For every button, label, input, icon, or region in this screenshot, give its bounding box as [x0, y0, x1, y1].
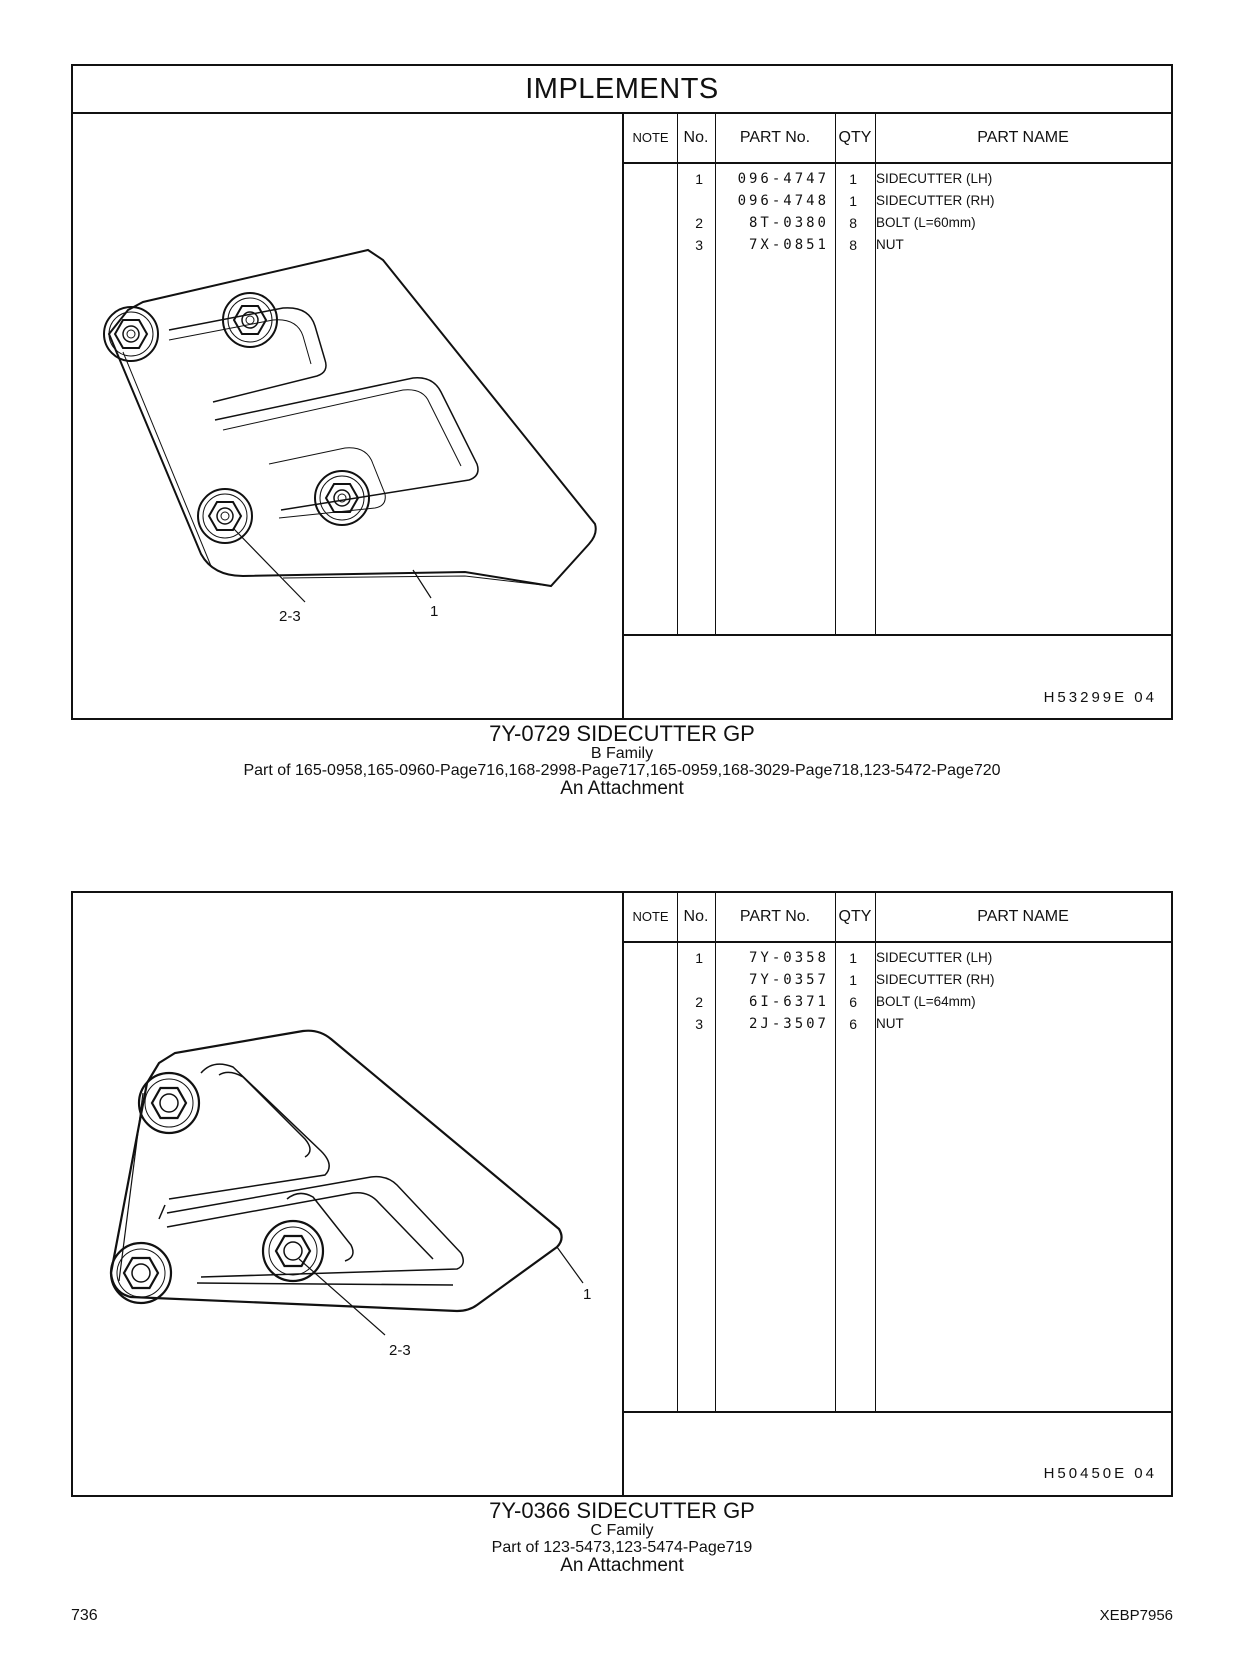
table-row — [624, 947, 1171, 969]
sidecutter-drawing-2 — [73, 893, 622, 1495]
group-title: 7Y-0366 SIDECUTTER GP — [489, 1498, 755, 1523]
row-qty: 8 — [849, 237, 857, 253]
group-part-of: Part of 165-0958,165-0960-Page716,168-2998-Page717,165-0959,168-3029-Page718,123-5472-Page720 — [243, 762, 1001, 779]
parts-panel-2 — [71, 891, 1173, 1497]
row-part-name: SIDECUTTER (RH) — [876, 972, 995, 987]
row-qty: 1 — [849, 171, 857, 187]
callout-1: 1 — [583, 1286, 592, 1303]
page-number: 736 — [71, 1607, 98, 1624]
section-title: IMPLEMENTS — [73, 66, 1171, 114]
row-qty: 1 — [849, 972, 857, 988]
row-no: 2 — [695, 994, 703, 1010]
header-no: No. — [683, 908, 709, 925]
table-header — [624, 114, 1171, 164]
table-footer-divider — [624, 1411, 1171, 1413]
row-part-no: 7Y-0357 — [748, 972, 829, 988]
document-id: XEBP7956 — [1099, 1607, 1173, 1624]
group-family: B Family — [590, 745, 654, 762]
row-part-name: NUT — [876, 1016, 904, 1031]
header-note: NOTE — [632, 130, 669, 145]
header-part-name: PART NAME — [977, 908, 1069, 925]
callout-2-3: 2-3 — [279, 608, 301, 625]
header-note: NOTE — [632, 909, 669, 924]
parts-table-2 — [624, 893, 1171, 1495]
table-row — [624, 234, 1171, 256]
row-part-no: 096-4748 — [737, 193, 829, 209]
group-title: 7Y-0729 SIDECUTTER GP — [489, 721, 755, 746]
group-part-of: Part of 123-5473,123-5474-Page719 — [491, 1539, 753, 1556]
row-no: 1 — [695, 950, 703, 966]
row-no: 3 — [695, 1016, 703, 1032]
row-qty: 1 — [849, 193, 857, 209]
table-row — [624, 168, 1171, 190]
row-no: 3 — [695, 237, 703, 253]
row-part-name: SIDECUTTER (LH) — [876, 171, 993, 186]
table-row — [624, 190, 1171, 212]
row-part-name: BOLT (L=60mm) — [876, 215, 976, 230]
table-row — [624, 969, 1171, 991]
row-qty: 6 — [849, 994, 857, 1010]
row-part-name: SIDECUTTER (LH) — [876, 950, 993, 965]
table-row — [624, 1013, 1171, 1035]
illustration-code: H50450E 04 — [1043, 1465, 1157, 1482]
header-qty: QTY — [838, 908, 872, 925]
header-qty: QTY — [838, 129, 872, 146]
table-row — [624, 212, 1171, 234]
header-part-no: PART No. — [739, 908, 811, 925]
illustration-2 — [73, 893, 624, 1495]
row-part-no: 096-4747 — [737, 171, 829, 187]
row-part-name: BOLT (L=64mm) — [876, 994, 976, 1009]
sidecutter-drawing-1 — [73, 114, 622, 718]
group-attachment: An Attachment — [560, 778, 684, 799]
row-part-name: SIDECUTTER (RH) — [876, 193, 995, 208]
header-part-no: PART No. — [739, 129, 811, 146]
parts-table-1 — [624, 114, 1171, 718]
row-part-no: 7Y-0358 — [748, 950, 829, 966]
row-qty: 1 — [849, 950, 857, 966]
row-part-no: 8T-0380 — [748, 215, 829, 231]
illustration-code: H53299E 04 — [1043, 689, 1157, 706]
group-caption-2 — [71, 1500, 1173, 1575]
group-family: C Family — [590, 1522, 654, 1539]
group-caption-1 — [71, 723, 1173, 798]
table-footer-divider — [624, 634, 1171, 636]
header-part-name: PART NAME — [977, 129, 1069, 146]
row-part-no: 6I-6371 — [748, 994, 829, 1010]
row-qty: 6 — [849, 1016, 857, 1032]
group-attachment: An Attachment — [560, 1555, 684, 1576]
callout-2-3: 2-3 — [389, 1342, 411, 1359]
header-no: No. — [683, 129, 709, 146]
row-part-name: NUT — [876, 237, 904, 252]
table-header — [624, 893, 1171, 943]
table-row — [624, 991, 1171, 1013]
row-no: 1 — [695, 171, 703, 187]
callout-1: 1 — [430, 603, 439, 620]
row-part-no: 2J-3507 — [748, 1016, 829, 1032]
illustration-1 — [73, 114, 624, 718]
row-qty: 8 — [849, 215, 857, 231]
parts-panel-1 — [71, 64, 1173, 720]
row-no: 2 — [695, 215, 703, 231]
row-part-no: 7X-0851 — [748, 237, 829, 253]
